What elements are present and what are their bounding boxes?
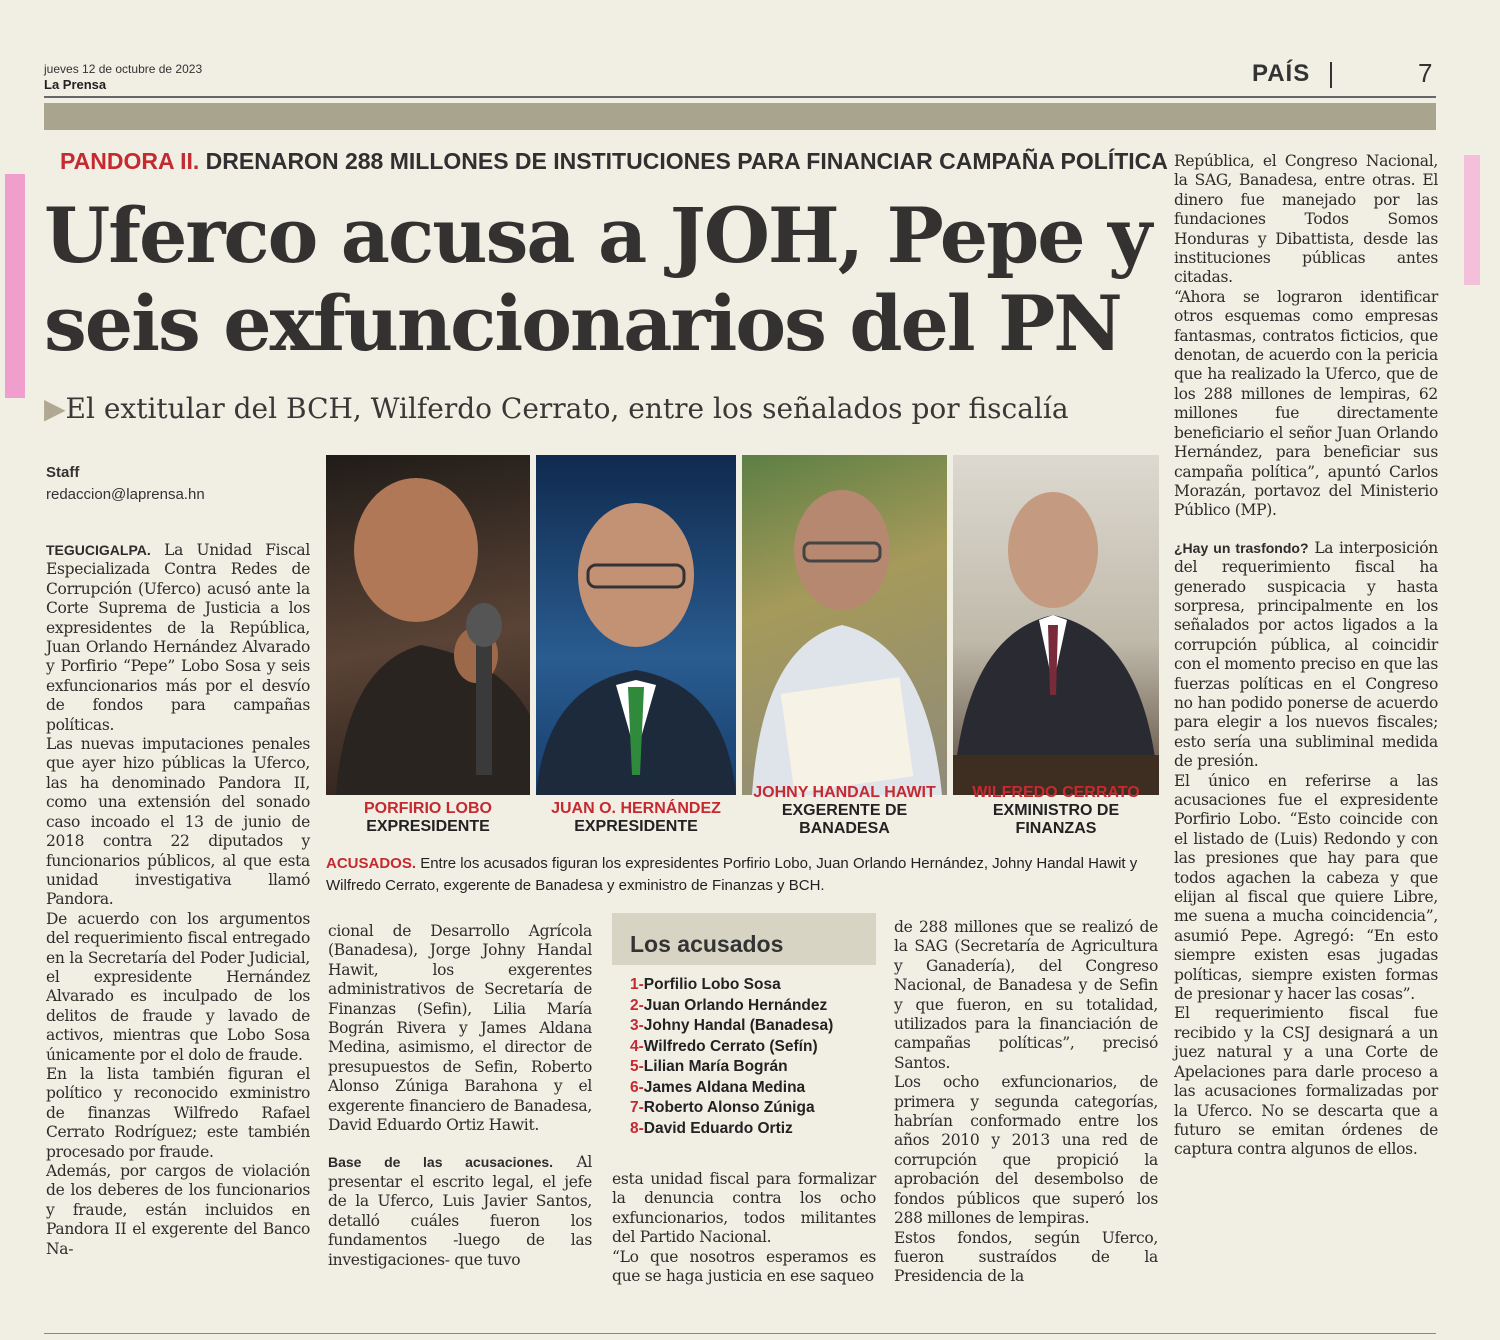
paragraph: cional de Desarrollo Agrícola (Banadesa), Jorge Johny Handal Hawit, los exgerentes administrativos de Secretaría de Finanzas (Sefin), Lilia María Bográn Rivera y James Aldana Medina, asimismo, el director de presupuestos de Sefin, Roberto Alonso Zúniga Barahona y el exgerente financiero de Banadesa, David Eduardo Ortiz Hawit.	[328, 922, 592, 1135]
list-number: 8-	[630, 1119, 644, 1137]
headline-line-1: Uferco acusa a JOH, Pepe y	[44, 191, 1151, 280]
kicker	[60, 148, 1168, 175]
accused-sidebar	[612, 913, 876, 1137]
paragraph: de 288 millones que se realizó de la SAG (Secretaría de Agricultura y Ganadería), del Congreso Nacional, de Banadesa y de Sefin y que fueron, en su totalidad, utilizados para la financiación de campañas políticas”, precisó Santos.	[894, 918, 1158, 1072]
page-number: 7	[1418, 58, 1433, 88]
paragraph: República, el Congreso Nacional, la SAG, Banadesa, entre otras. El dinero fue manejado por las fundaciones Todos Somos Honduras y Dibattista, desde las instituciones públicas antes citadas.	[1174, 152, 1438, 287]
highlighter-mark-left	[5, 174, 25, 398]
list-number: 7-	[630, 1099, 644, 1116]
list-item	[630, 1098, 833, 1119]
deck	[44, 392, 1069, 425]
list-name: Roberto Alonso Zúniga	[643, 1099, 815, 1116]
list-item	[630, 975, 833, 996]
paragraph: El requerimiento fiscal fue recibido y la CSJ designará a un juez natural y a una Corte de Apelaciones para darle proceso a las acusaciones formalizadas por la Uferco. No se descarta que a futuro se emitan órdenes de captura contra algunos de ellos.	[1174, 1004, 1438, 1159]
caption-role: EXMINISTRO DE FINANZAS	[992, 802, 1120, 837]
photo-wilfredo-cerrato	[953, 455, 1159, 795]
cutline-text: Entre los acusados figuran los expresidentes Porfirio Lobo, Juan Orlando Hernández, Johny Handal Hawit y Wilfredo Cerrato, exgerente de Banadesa y exministro de Finanzas y BCH.	[326, 855, 1138, 894]
list-number: 4-	[630, 1037, 644, 1055]
list-name: Wilfredo Cerrato (Sefín)	[643, 1037, 818, 1055]
paragraph: En la lista también figuran el político y reconocido exministro de finanzas Wilfredo Rafael Cerrato Rodríguez; este también procesado por fraude.	[46, 1064, 310, 1161]
byline-email: redaccion@laprensa.hn	[46, 486, 205, 503]
photo-juan-o-hernandez	[536, 455, 736, 795]
paragraph: esta unidad fiscal para formalizar la denuncia contra los ocho exfuncionarios, todos militantes del Partido Nacional.	[612, 1170, 876, 1247]
paragraph: Además, por cargos de violación de los deberes de los funcionarios y fraude, están incluidos en Pandora II el exgerente del Banco Na-	[46, 1162, 310, 1258]
list-number: 5-	[630, 1058, 644, 1075]
caption-name: PORFIRIO LOBO	[364, 800, 492, 817]
paragraph: Al presentar el escrito legal, el jefe de la Uferco, Luis Javier Santos, detalló cuáles fueron los fundamentos -luego de las investigaciones- que tuvo	[328, 1153, 592, 1269]
deck-triangle-icon: ▶	[44, 392, 66, 425]
highlighter-mark-right	[1464, 155, 1480, 285]
article-column-4	[894, 918, 1158, 1287]
bottom-rule	[44, 1333, 1436, 1334]
photo-cutline	[326, 853, 1161, 897]
caption-role: EXPRESIDENTE	[366, 818, 490, 835]
list-item	[630, 1119, 833, 1140]
newspaper-name: La Prensa	[44, 77, 107, 92]
photo-johny-handal-hawit	[742, 455, 947, 795]
paragraph: El único en referirse a las acusaciones fue el expresidente Porfirio Lobo. “Esto coincide con el listado de (Luis) Redondo y con las presiones que hay para que todos agachen la cabeza y que elijan al fiscal que quiere Libre, me suena a mucha coincidencia”, asumió Pepe. Agregó: “En esto siempre existen esas jugadas políticas, siempre existen formas de presionar y hacer las cosas”.	[1174, 771, 1438, 1004]
list-item	[630, 1016, 833, 1037]
caption-role: EXGERENTE DE BANADESA	[781, 802, 908, 837]
caption-name: JUAN O. HERNÁNDEZ	[551, 800, 721, 817]
list-name: Johny Handal (Banadesa)	[643, 1017, 834, 1034]
list-item	[630, 1078, 833, 1099]
paragraph: “Lo que nosotros esperamos es que se haga justicia en ese saqueo	[612, 1247, 876, 1286]
paragraph: Estos fondos, según Uferco, fueron sustraídos de la Presidencia de la	[894, 1228, 1158, 1286]
paragraph: “Ahora se lograron identificar otros esquemas como empresas fantasmas, contratos ficticios, que denotan, de acuerdo con la pericia que ha realizado la Uferco, que de los 288 millones de lempiras, 62 millones fue directamente beneficiario el señor Juan Orlando Hernández, para beneficiar sus campaña política”, apuntó Carlos Morazán, portavoz del Ministerio Público (MP).	[1174, 287, 1438, 520]
paragraph: La interposición del requerimiento fiscal ha generado suspicacia y hasta sorpresa, principalmente en los señalados por actos ligados a la corrupción pública, al coincidir con el momento preciso en que las fuerzas políticas en el Congreso no han podido ponerse de acuerdo para elegir a los nuevos fiscales; esto sería una subliminal medida de presión.	[1174, 538, 1438, 771]
photo-caption-2	[536, 800, 736, 836]
list-item	[630, 996, 833, 1017]
byline-author: Staff	[46, 464, 80, 481]
list-name: Juan Orlando Hernández	[643, 996, 828, 1014]
top-rule	[44, 96, 1436, 98]
subhead: ¿Hay un trasfondo?	[1174, 539, 1309, 556]
photo-caption-3	[742, 784, 947, 838]
article-column-1	[46, 541, 310, 1259]
section-label: PAÍS	[1252, 60, 1311, 87]
list-name: Porfilio Lobo Sosa	[643, 976, 781, 993]
caption-role: EXPRESIDENTE	[574, 818, 698, 835]
list-number: 6-	[630, 1078, 644, 1096]
headline	[44, 192, 1164, 368]
photo-caption-1	[326, 800, 530, 836]
paragraph: Los ocho exfuncionarios, de primera y segunda categorías, habrían conformado entre los años 2010 y 2013 una red de corrupción que propició la aprobación del desembolso de fondos públicos que superó los 288 millones de lempiras.	[894, 1073, 1158, 1228]
headline-line-2: seis exfuncionarios del PN	[44, 279, 1121, 368]
section-divider	[1330, 62, 1332, 88]
deck-text: El extitular del BCH, Wilferdo Cerrato, entre los señalados por fiscalía	[65, 392, 1069, 425]
article-column-2	[328, 922, 592, 1270]
photo-caption-4	[953, 784, 1159, 838]
kicker-tag: PANDORA II.	[60, 148, 200, 174]
photo-porfirio-lobo	[326, 455, 530, 795]
issue-date: jueves 12 de octubre de 2023	[44, 62, 203, 76]
caption-name: JOHNY HANDAL HAWIT	[753, 784, 936, 801]
header-band	[44, 103, 1436, 130]
list-name: James Aldana Medina	[643, 1078, 806, 1096]
paragraph: Las nuevas imputaciones penales que ayer hizo públicas la Uferco, las ha denominado Pandora II, como una extensión del sonado caso incoado el 13 de junio de 2018 contra 22 diputados y funcionarios públicos, al que esta unidad investigativa llamó Pandora.	[46, 735, 310, 909]
list-number: 2-	[630, 996, 644, 1014]
list-number: 3-	[630, 1017, 644, 1034]
list-item	[630, 1057, 833, 1078]
paragraph: De acuerdo con los argumentos del requerimiento fiscal entregado en la Secretaría del Poder Judicial, el expresidente Hernández Alvarado es inculpado de los delitos de fraude y lavado de activos, mientras que Lobo Sosa únicamente por el dolo de fraude.	[46, 909, 310, 1064]
cutline-tag: ACUSADOS.	[326, 855, 417, 872]
list-number: 1-	[630, 976, 644, 993]
accused-list	[630, 975, 833, 1139]
article-column-3	[612, 1170, 876, 1286]
dateline: TEGUCIGALPA.	[46, 542, 151, 558]
kicker-text: DRENARON 288 MILLONES DE INSTITUCIONES PARA FINANCIAR CAMPAÑA POLÍTICA	[205, 148, 1168, 174]
caption-name: WILFREDO CERRATO	[972, 784, 1140, 801]
article-column-5	[1174, 152, 1438, 1160]
list-name: Lilian María Bográn	[643, 1058, 788, 1075]
sidebar-title: Los acusados	[630, 931, 784, 957]
list-item	[630, 1037, 833, 1058]
subhead: Base de las acusaciones.	[328, 1154, 554, 1171]
paragraph: La Unidad Fiscal Especializada Contra Redes de Corrupción (Uferco) acusó ante la Corte Suprema de Justicia a los expresidentes de la República, Juan Orlando Hernández Alvarado y Porfirio “Pepe” Lobo Sosa y seis exfuncionarios más por el desvío de fondos para campañas políticas.	[46, 541, 310, 734]
list-name: David Eduardo Ortiz	[643, 1119, 793, 1137]
